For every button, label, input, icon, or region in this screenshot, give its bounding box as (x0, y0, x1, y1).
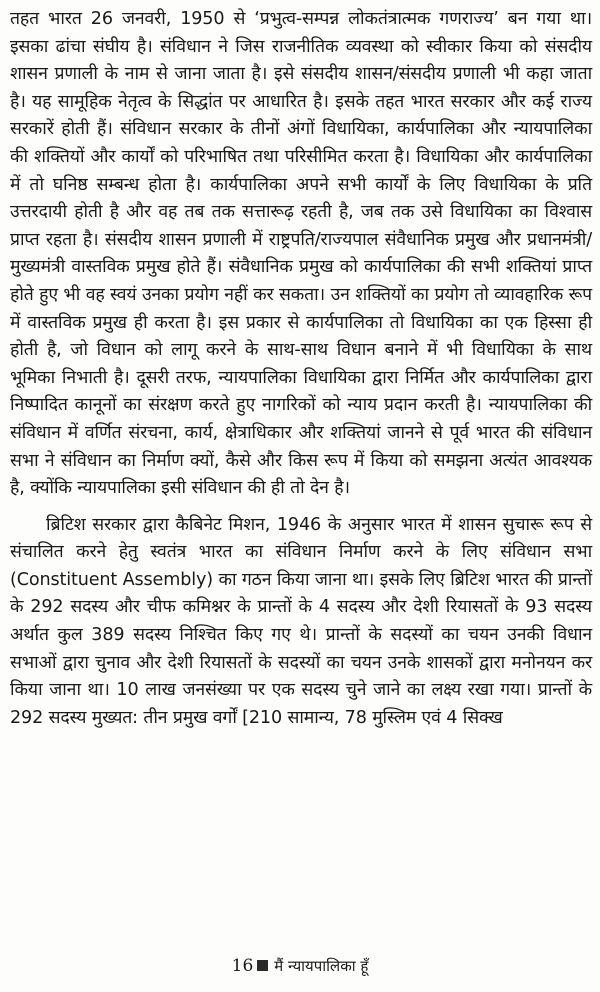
book-title: मैं न्यायपालिका हूँ (274, 957, 369, 975)
paragraph-1: तहत भारत 26 जनवरी, 1950 से ‘प्रभुत्व-सम्पन्न लोकतंत्रात्मक गणराज्य’ बन गया था। इसका ढांचा संघीय है। संविधान ने जिस राजनीतिक व्यवस्था को स्वीकार किया को संसदीय शासन प्रणाली के नाम से जाना जाता है। इसे संसदीय शासन/संसदीय प्रणाली भी कहा जाता है। यह सामूहिक नेतृत्व के सिद्धांत पर आधारित है। इसके तहत भारत सरकार और कई राज्य सरकारें होती हैं। संविधान सरकार के तीनों अंगों विधायिका, कार्यपालिका और न्यायपालिका की शक्तियों और कार्यों को परिभाषित तथा परिसीमित करता है। विधायिका और कार्यपालिका में तो घनिष्ठ सम्बन्ध होता है। कार्यपालिका अपने सभी कार्यों के लिए विधायिका के प्रति उत्तरदायी होती है और वह तब तक सत्तारूढ़ रहती है, जब तक उसे विधायिका का विश्वास प्राप्त रहता है। संसदीय शासन प्रणाली में राष्ट्रपति/राज्यपाल संवैधानिक प्रमुख और प्रधानमंत्री/मुख्यमंत्री वास्तविक प्रमुख होते हैं। संवैधानिक प्रमुख को कार्यपालिका की सभी शक्तियां प्राप्त होते हुए भी वह स्वयं उनका प्रयोग नहीं कर सकता। उन शक्तियों का प्रयोग तो व्यावहारिक रूप में वास्तविक प्रमुख ही करता है। इस प्रकार से कार्यपालिका तो विधायिका का एक हिस्सा ही होती है, जो विधान को लागू करने के साथ-साथ विधान बनाने में भी विधायिका के साथ भूमिका निभाती है। दूसरी तरफ, न्यायपालिका विधायिका द्वारा निर्मित और कार्यपालिका द्वारा निष्पादित कानूनों का संरक्षण करते हुए नागरिकों को न्याय प्रदान करती है। न्यायपालिका की संविधान में वर्णित संरचना, कार्य, क्षेत्राधिकार और शक्तियां जानने से पूर्व भारत की संविधान सभा ने संविधान का निर्माण क्यों, कैसे और किस रूप में किया को समझना अत्यंत आवश्यक है, क्योंकि न्यायपालिका इसी संविधान की ही तो देन है। (10, 9, 592, 499)
page-number: 16 (231, 956, 254, 976)
square-bullet-icon (257, 960, 268, 971)
body-text (10, 6, 592, 732)
page-footer (0, 954, 600, 978)
paragraph-2: ब्रिटिश सरकार द्वारा कैबिनेट मिशन, 1946 के अनुसार भारत में शासन सुचारू रूप से संचालित करने हेतु स्वतंत्र भारत का संविधान निर्माण करने के लिए संविधान सभा (Constituent Assembly) का गठन किया जाना था। इसके लिए ब्रिटिश भारत की प्रान्तों के 292 सदस्य और चीफ कमिश्नर के प्रान्तों के 4 सदस्य और देशी रियासतों के 93 सदस्य अर्थात कुल 389 सदस्य निश्चित किए गए थे। प्रान्तों के सदस्यों का चयन उनकी विधान सभाओं द्वारा चुनाव और देशी रियासतों के सदस्यों का चयन उनके शासकों द्वारा मनोनयन कर किया जाना था। 10 लाख जनसंख्या पर एक सदस्य चुने जाने का लक्ष्य रखा गया। प्रान्तों के 292 सदस्य मुख्यत: तीन प्रमुख वर्गों [210 सामान्य, 78 मुस्लिम एवं 4 सिक्ख (10, 514, 592, 728)
